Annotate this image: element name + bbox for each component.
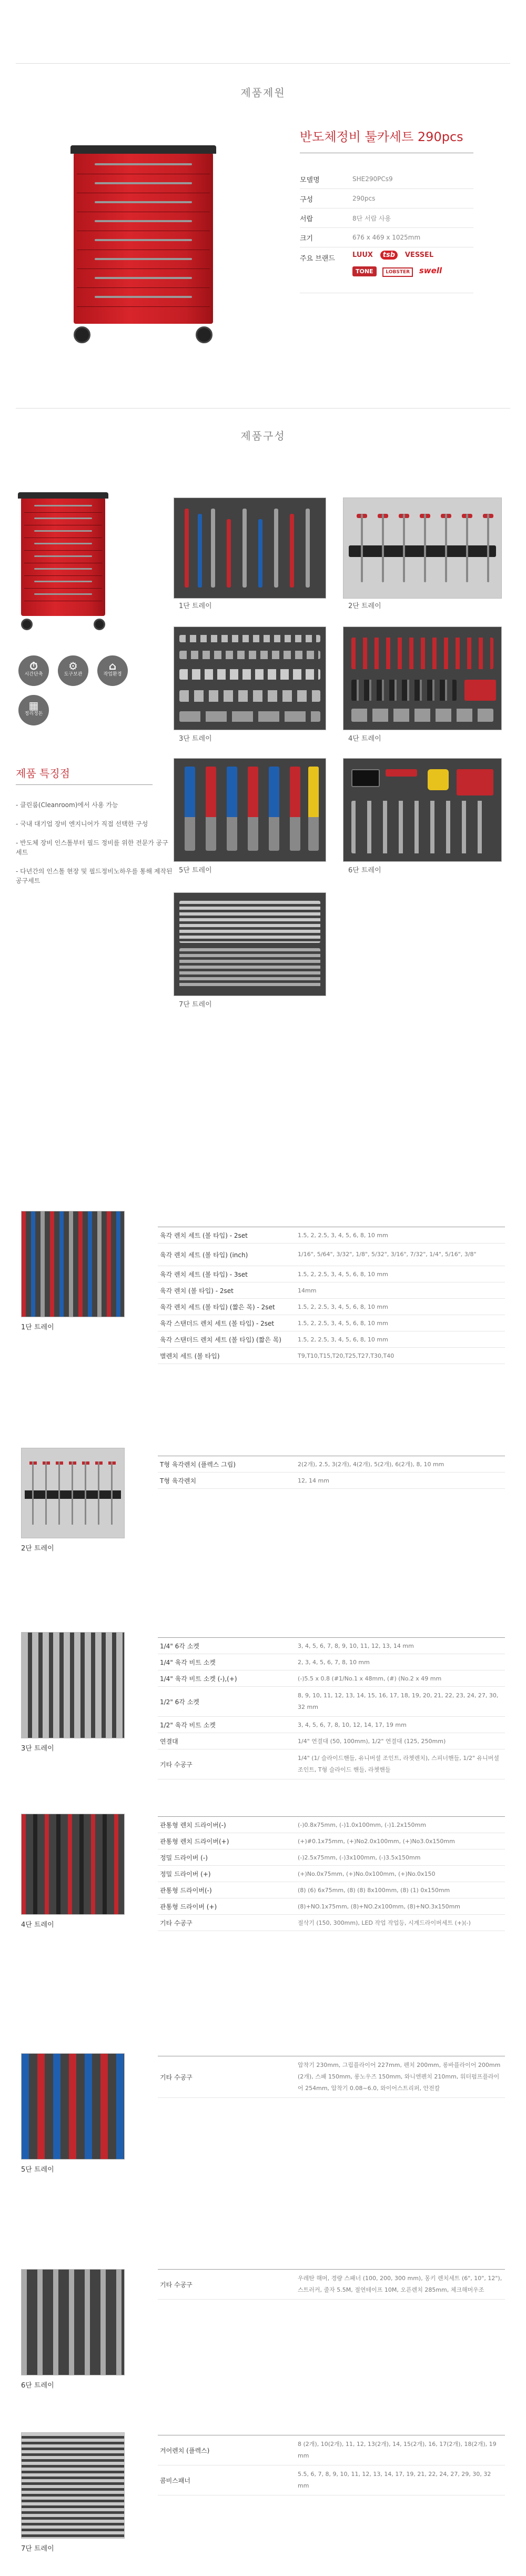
detail-row	[158, 1849, 505, 1866]
item-name: 기타 수공구	[158, 2056, 296, 2098]
detail-tray-caption: 1단 트레이	[21, 1324, 54, 1331]
item-name: 육각 렌치 세트 (볼 타입) - 3set	[158, 1266, 296, 1282]
item-spec: 3, 4, 5, 6, 7, 8, 10, 12, 14, 17, 19 mm	[296, 1717, 505, 1733]
icon-label: 시간단축	[24, 672, 43, 677]
tray-6-caption: 6단 트레이	[348, 867, 381, 874]
feature-item: - 클린룸(Cleanroom)에서 사용 가능	[16, 801, 118, 809]
item-spec: 1.5, 2, 2.5, 3, 4, 5, 6, 8, 10 mm	[296, 1299, 505, 1315]
detail-tray-image	[21, 2432, 125, 2539]
detail-row	[158, 1833, 505, 1849]
icon-glyph: ⏱	[29, 660, 38, 672]
brand-logo-tone: TONE	[352, 266, 377, 276]
section-divider	[16, 408, 510, 409]
detail-row	[158, 1473, 505, 1489]
item-spec: (-)0.8x75mm, (-)1.0x100mm, (-)1.2x150mm	[296, 1817, 505, 1833]
detail-tray-caption: 5단 트레이	[21, 2166, 54, 2174]
item-name: 관통형 렌치 드라이버(+)	[158, 1833, 296, 1849]
brand-logo-swell: swell	[419, 266, 442, 275]
spec-key: 서랍	[300, 208, 352, 228]
detail-table	[158, 1456, 505, 1489]
time-saving-icon	[18, 655, 49, 686]
item-spec: 1.5, 2, 2.5, 3, 4, 5, 6, 8, 10 mm	[296, 1315, 505, 1331]
item-spec: (+)No.0x75mm, (+)No.0x100mm, (+)No.0x150	[296, 1866, 505, 1882]
detail-row	[158, 1331, 505, 1348]
feature-item: - 국내 대기업 장비 엔지니어가 직접 선택한 구성	[16, 820, 148, 828]
detail-table	[158, 1816, 505, 1931]
detail-row	[158, 1638, 505, 1654]
tray-7-image	[174, 892, 326, 996]
detail-tray-caption: 4단 트레이	[21, 1921, 54, 1929]
item-name: 별렌치 세트 (볼 타입)	[158, 1348, 296, 1364]
item-spec: 1/4" 연결대 (50, 100mm), 1/2" 연결대 (125, 250mm)	[296, 1733, 505, 1749]
item-spec: 1.5, 2, 2.5, 3, 4, 5, 6, 8, 10 mm	[296, 1331, 505, 1348]
detail-tray-image	[21, 2269, 125, 2375]
section-divider	[16, 63, 510, 64]
item-name: 1/2" 6각 소켓	[158, 1687, 296, 1717]
detail-row	[158, 1670, 505, 1687]
item-spec: 8 (2개), 10(2개), 11, 12, 13(2개), 14, 15(2개), 16, 17(2개), 18(2개), 19 mm	[296, 2435, 505, 2465]
detail-table	[158, 2435, 505, 2495]
spec-table	[300, 170, 473, 293]
feature-item: - 다년간의 인스톨 현장 및 필드정비노하우를 통해 제작된 공구세트	[16, 868, 173, 884]
detail-tray-image	[21, 1814, 125, 1915]
item-spec: 1/16", 5/64", 3/32", 1/8", 5/32", 3/16", 7/32", 1/4", 5/16", 3/8"	[296, 1244, 505, 1266]
item-name: 겨어렌치 (플렉스)	[158, 2435, 296, 2465]
item-spec: (8) (6) 6x75mm, (8) (8) 8x100mm, (8) (1) 0x150mm	[296, 1882, 505, 1898]
detail-row	[158, 1315, 505, 1331]
tray-4-image	[343, 626, 502, 730]
item-spec: 8, 9, 10, 11, 12, 13, 14, 15, 16, 17, 18, 19, 20, 21, 22, 23, 24, 27, 30, 32 mm	[296, 1687, 505, 1717]
item-name: 정밀 드라이버 (-)	[158, 1849, 296, 1866]
item-spec: 14mm	[296, 1282, 505, 1299]
spec-value: 290pcs	[352, 189, 473, 208]
brand-logo-luux: LUUX	[352, 251, 373, 259]
spec-row-brands	[300, 247, 473, 293]
item-spec: 3, 4, 5, 6, 7, 8, 9, 10, 11, 12, 13, 14 mm	[296, 1638, 505, 1654]
item-name: 기타 수공구	[158, 1915, 296, 1931]
spec-value: 676 x 469 x 1025mm	[352, 228, 473, 247]
product-title: 반도체정비 툴카세트 290pcs	[300, 130, 463, 144]
item-spec: 1/4" (1/ 슬라이드핸들, 유니버셜 조인트, 라쳇렌치), 스피너핸들, 1/2" 유니버셜조인트, T형 슬라이드 핸들, 라쳇핸들	[296, 1749, 505, 1779]
spec-value: SHE290PCs9	[352, 170, 473, 189]
detail-tray-image	[21, 1448, 125, 1538]
tray-2-image	[343, 498, 502, 599]
icon-glyph: ⚙	[68, 660, 78, 672]
tray-7-caption: 7단 트레이	[179, 1001, 212, 1009]
item-spec: 1.5, 2, 2.5, 3, 4, 5, 6, 8, 10 mm	[296, 1227, 505, 1244]
spec-key: 구성	[300, 189, 352, 208]
icon-label: 작업환경	[103, 672, 122, 677]
item-spec: (8)+NO.1x75mm, (8)+NO.2x100mm, (8)+NO.3x150mm	[296, 1898, 505, 1915]
detail-row	[158, 1898, 505, 1915]
tray-1-caption: 1단 트레이	[179, 602, 212, 610]
item-spec: 압착기 230mm, 그립플라이어 227mm, 펜치 200mm, 롱바플라이어 200mm (2개), 스패 150mm, 롱노우즈 150mm, 와니엔펜치 210mm, 워터펌프플라이어 254mm, 압착기 0.08~6.0, 와이어스트리퍼, 안전칼	[296, 2056, 505, 2098]
item-spec: 2(2개), 2.5, 3(2개), 4(2개), 5(2개), 6(2개), 8, 10 mm	[296, 1456, 505, 1473]
item-spec: 절삭기 (150, 300mm), LED 작업 작업등, 시계드라이버세트 (+)(-)	[296, 1915, 505, 1931]
tray-3-image	[174, 626, 326, 730]
features-list	[16, 800, 174, 895]
item-name: 육각 스탠더드 렌치 세트 (볼 타입) (짧은 목)	[158, 1331, 296, 1348]
brand-logo-lobster: LOBSTER	[382, 267, 413, 277]
tray-6-image	[343, 758, 502, 862]
detail-row	[158, 2435, 505, 2465]
detail-row	[158, 1266, 505, 1282]
item-name: 기타 수공구	[158, 2270, 296, 2300]
work-environment-icon	[97, 655, 128, 686]
detail-row	[158, 1749, 505, 1779]
item-name: 관통형 렌치 드라이버(-)	[158, 1817, 296, 1833]
detail-row	[158, 1299, 505, 1315]
icon-glyph: ⌂	[108, 660, 117, 672]
item-name: T형 육각렌치 (플렉스 그립)	[158, 1456, 296, 1473]
item-spec: 1.5, 2, 2.5, 3, 4, 5, 6, 8, 10 mm	[296, 1266, 505, 1282]
tray-1-image	[174, 498, 326, 599]
item-spec: 2, 3, 4, 5, 6, 7, 8, 10 mm	[296, 1654, 505, 1670]
detail-row	[158, 2056, 505, 2098]
section-title-product: 제품제원	[240, 86, 286, 99]
spec-value: 8단 서랍 사용	[352, 208, 473, 228]
detail-row	[158, 1348, 505, 1364]
item-spec: (-)2.5x75mm, (-)3x100mm, (-)3.5x150mm	[296, 1849, 505, 1866]
detail-tray-image	[21, 2053, 125, 2160]
item-name: 콤비스패너	[158, 2465, 296, 2495]
item-name: 1/4" 육각 비트 소켓	[158, 1654, 296, 1670]
item-name: T형 육각렌치	[158, 1473, 296, 1489]
item-spec: T9,T10,T15,T20,T25,T27,T30,T40	[296, 1348, 505, 1364]
item-name: 정밀 드라이버 (+)	[158, 1866, 296, 1882]
tray-2-caption: 2단 트레이	[348, 602, 381, 610]
spec-row	[300, 228, 473, 247]
detail-tray-caption: 7단 트레이	[21, 2545, 54, 2553]
item-spec: (+)#0.1x75mm, (+)No2.0x100mm, (+)No3.0x150mm	[296, 1833, 505, 1849]
tray-5-caption: 5단 트레이	[179, 867, 212, 874]
icon-label: 정리정돈	[24, 711, 43, 717]
detail-row	[158, 1227, 505, 1244]
spec-key: 주요 브랜드	[300, 247, 352, 293]
detail-row	[158, 1244, 505, 1266]
item-name: 관통형 드라이버 (+)	[158, 1898, 296, 1915]
item-name: 기타 수공구	[158, 1749, 296, 1779]
detail-tray-caption: 3단 트레이	[21, 1745, 54, 1753]
item-name: 육각 렌치 (볼 타입) - 2set	[158, 1282, 296, 1299]
detail-row	[158, 1882, 505, 1898]
detail-row	[158, 1717, 505, 1733]
item-name: 1/4" 6각 소켓	[158, 1638, 296, 1654]
spec-row	[300, 208, 473, 228]
detail-row	[158, 1817, 505, 1833]
detail-row	[158, 1456, 505, 1473]
item-name: 육각 렌치 세트 (볼 타입) - 2set	[158, 1227, 296, 1244]
item-name: 육각 렌치 세트 (볼 타입) (inch)	[158, 1244, 296, 1266]
item-name: 1/4" 육각 비트 소켓 (-),(+)	[158, 1670, 296, 1687]
detail-row	[158, 1733, 505, 1749]
spec-row	[300, 170, 473, 189]
tool-storage-icon	[58, 655, 88, 686]
item-name: 육각 스탠더드 렌치 세트 (볼 타입) - 2set	[158, 1315, 296, 1331]
detail-row	[158, 2465, 505, 2495]
detail-table	[158, 2056, 505, 2098]
icon-glyph: ▦	[28, 699, 39, 712]
spec-key: 크기	[300, 228, 352, 247]
detail-tray-caption: 6단 트레이	[21, 2382, 54, 2390]
brand-logo-vessel: VESSEL	[404, 251, 434, 259]
detail-tray-image	[21, 1211, 125, 1317]
tray-5-image	[174, 758, 326, 862]
spec-row	[300, 189, 473, 208]
detail-row	[158, 1687, 505, 1717]
detail-row	[158, 1654, 505, 1670]
detail-table	[158, 1637, 505, 1779]
detail-row	[158, 1915, 505, 1931]
detail-tray-caption: 2단 트레이	[21, 1545, 54, 1553]
item-name: 육각 렌치 세트 (볼 타입) (짧은 목) - 2set	[158, 1299, 296, 1315]
feature-item: - 반도체 장비 인스톨부터 필드 정비를 위한 전문가 공구세트	[16, 839, 168, 856]
detail-table	[158, 1227, 505, 1364]
tray-4-caption: 4단 트레이	[348, 735, 381, 743]
detail-row	[158, 2270, 505, 2300]
detail-table	[158, 2269, 505, 2300]
features-divider	[16, 784, 153, 785]
section-title-composition: 제품구성	[240, 430, 286, 442]
item-spec: 5.5, 6, 7, 8, 9, 10, 11, 12, 13, 14, 17, 19, 21, 22, 24, 27, 29, 30, 32 mm	[296, 2465, 505, 2495]
item-name: 1/2" 육각 비트 소켓	[158, 1717, 296, 1733]
item-name: 연결대	[158, 1733, 296, 1749]
icon-label: 도구보관	[64, 672, 83, 677]
detail-row	[158, 1282, 505, 1299]
spec-key: 모델명	[300, 170, 352, 189]
item-spec: 12, 14 mm	[296, 1473, 505, 1489]
tray-3-caption: 3단 트레이	[179, 735, 212, 743]
organize-icon	[18, 695, 49, 725]
item-spec: 우레탄 해머, 경량 스패너 (100, 200, 300 mm), 몽키 렌치세트 (6", 10", 12"), 스트러커, 줄자 5.5M, 절연테이프 10M, 오픈렌치 285mm, 체크해머우조	[296, 2270, 505, 2300]
item-name: 관통형 드라이버(-)	[158, 1882, 296, 1898]
item-spec: (-)5.5 x 0.8 (#1/No.1 x 48mm, (#) (No.2 x 49 mm	[296, 1670, 505, 1687]
brand-logo-tsb: tsb	[380, 251, 398, 260]
detail-row	[158, 1866, 505, 1882]
detail-tray-image	[21, 1632, 125, 1738]
features-title: 제품 특징점	[16, 767, 70, 780]
